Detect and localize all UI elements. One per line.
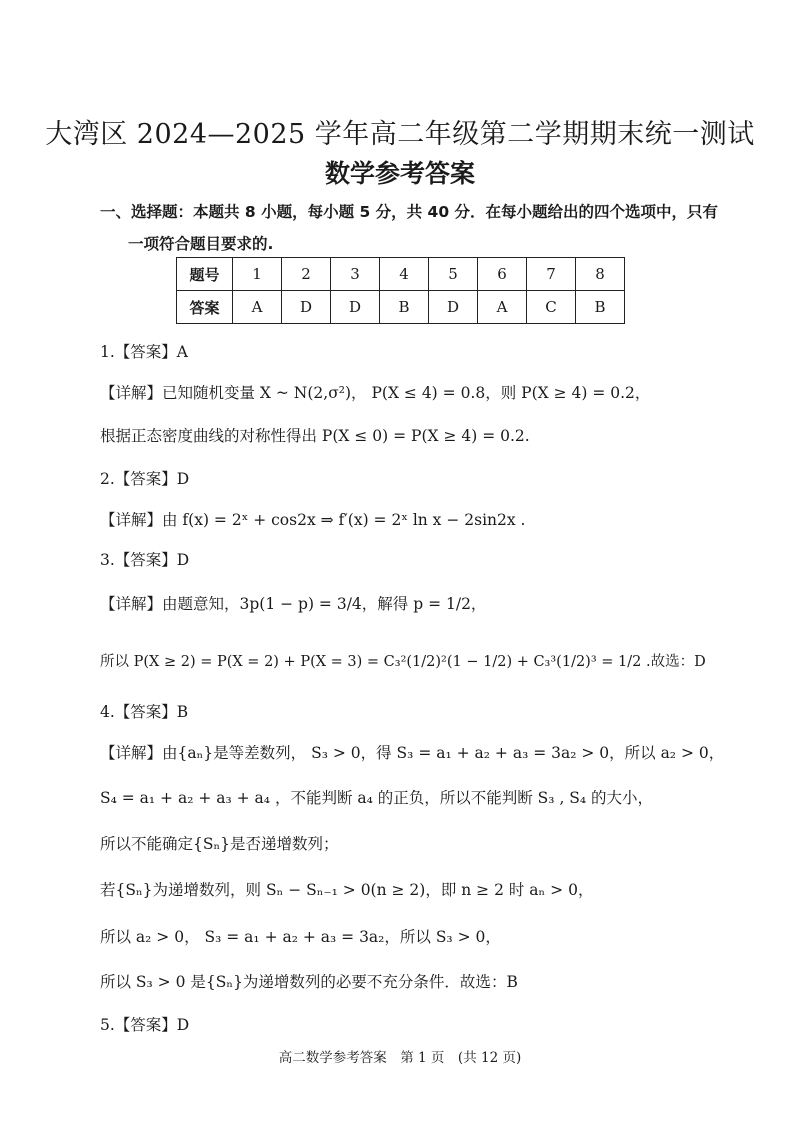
page-subtitle: 数学参考答案	[324, 159, 475, 188]
question-number: 6	[478, 258, 527, 291]
question-number: 2	[282, 258, 331, 291]
table-header-label: 题号	[177, 258, 233, 291]
q1-answer: 1.【答案】A	[100, 343, 188, 361]
answer-letter: A	[233, 291, 282, 324]
answer-letter: D	[331, 291, 380, 324]
q4-detail-line4: 若{Sₙ}为递增数列，则 Sₙ − Sₙ₋₁ > 0(n ≥ 2)，即 n ≥ 2 时 aₙ > 0，	[100, 881, 594, 899]
q3-detail-cont: 所以 P(X ≥ 2) = P(X = 2) + P(X = 3) = C₃²(1/2)²(1 − 1/2) + C₃³(1/2)³ = 1/2 .故选：D	[100, 654, 706, 670]
answer-table-answer-row	[177, 291, 625, 324]
answer-letter: D	[282, 291, 331, 324]
answer-letter: C	[527, 291, 576, 324]
page-footer: 高二数学参考答案 第 1 页 (共 12 页)	[278, 1050, 522, 1066]
question-number: 8	[576, 258, 625, 291]
q3-answer: 3.【答案】D	[100, 551, 190, 569]
question-number: 5	[429, 258, 478, 291]
q4-detail-line2: S₄ = a₁ + a₂ + a₃ + a₄ ，不能判断 a₄ 的正负，所以不能判断 S₃ , S₄ 的大小，	[100, 789, 654, 807]
q4-detail-line3: 所以不能确定{Sₙ}是否递增数列；	[100, 835, 339, 853]
q2-detail: 【详解】由 f(x) = 2ˣ + cos2x ⇒ f′(x) = 2ˣ ln x − 2sin2x .	[100, 511, 526, 529]
q1-detail: 【详解】已知随机变量 X ~ N(2,σ²)， P(X ≤ 4) = 0.8，则 P(X ≥ 4) = 0.2，	[100, 384, 651, 402]
page-title: 大湾区 2024—2025 学年高二年级第二学期期末统一测试	[45, 119, 755, 150]
q2-answer: 2.【答案】D	[100, 470, 190, 488]
section-heading-line1: 一、选择题：本题共 8 小题，每小题 5 分，共 40 分．在每小题给出的四个选项中，只有	[100, 203, 719, 221]
table-answer-label: 答案	[177, 291, 233, 324]
q4-answer: 4.【答案】B	[100, 703, 189, 721]
section-heading	[100, 196, 720, 260]
section-heading-line2: 一项符合题目要求的.	[128, 235, 274, 253]
q4-detail: 【详解】由{aₙ}是等差数列， S₃ > 0，得 S₃ = a₁ + a₂ + a₃ = 3a₂ > 0，所以 a₂ > 0，	[100, 744, 725, 762]
question-number: 7	[527, 258, 576, 291]
q4-detail-line6: 所以 S₃ > 0 是{Sₙ}为递增数列的必要不充分条件．故选：B	[100, 973, 518, 991]
answer-table-number-row	[177, 258, 625, 291]
q3-detail: 【详解】由题意知，3p(1 − p) = 3/4，解得 p = 1/2，	[100, 595, 487, 613]
question-number: 3	[331, 258, 380, 291]
question-number: 4	[380, 258, 429, 291]
answer-letter: B	[380, 291, 429, 324]
q1-detail-cont: 根据正态密度曲线的对称性得出 P(X ≤ 0) = P(X ≥ 4) = 0.2.	[100, 427, 530, 445]
q5-answer: 5.【答案】D	[100, 1016, 190, 1034]
answer-table	[176, 257, 625, 324]
question-number: 1	[233, 258, 282, 291]
q4-detail-line5: 所以 a₂ > 0， S₃ = a₁ + a₂ + a₃ = 3a₂，所以 S₃ > 0，	[100, 928, 501, 946]
answer-letter: D	[429, 291, 478, 324]
answer-letter: B	[576, 291, 625, 324]
answer-letter: A	[478, 291, 527, 324]
